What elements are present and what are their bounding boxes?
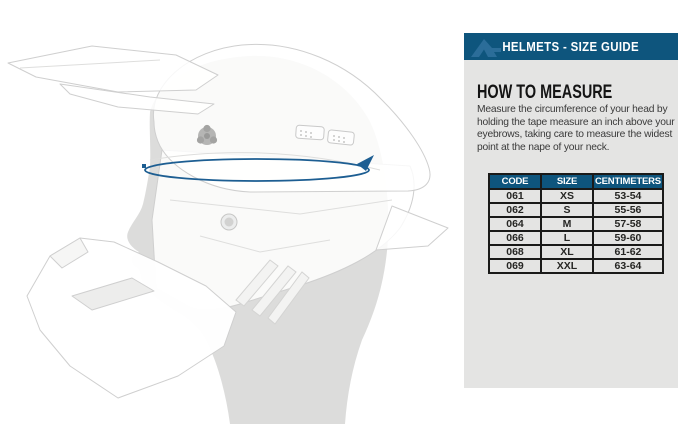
- size-table-header: [489, 174, 663, 189]
- col-header-code: CODE: [489, 174, 541, 189]
- cell-centimeters: 59-60: [593, 231, 663, 245]
- cell-code: 064: [489, 217, 541, 231]
- cell-centimeters: 61-62: [593, 245, 663, 259]
- cell-size: XXL: [541, 259, 593, 273]
- cell-centimeters: 53-54: [593, 189, 663, 203]
- size-table-row: [489, 217, 663, 231]
- size-table-row: [489, 231, 663, 245]
- cell-centimeters: 63-64: [593, 259, 663, 273]
- panel-title: HELMETS - SIZE GUIDE: [502, 39, 640, 54]
- cell-code: 061: [489, 189, 541, 203]
- how-to-measure-heading: HOW TO MEASURE: [477, 82, 613, 103]
- cell-size: XS: [541, 189, 593, 203]
- col-header-centimeters: CENTIMETERS: [595, 176, 661, 187]
- cell-size: L: [541, 231, 593, 245]
- size-table-body: [489, 189, 663, 273]
- size-table-row: [489, 203, 663, 217]
- how-to-measure-text: Measure the circumference of your head by holding the tape measure an inch above your eyebrows, taking care to measure the widest point at the nape of your neck.: [477, 104, 675, 153]
- cell-size: S: [541, 203, 593, 217]
- col-header-size: SIZE: [541, 174, 593, 189]
- panel-header-bar: [464, 33, 678, 60]
- size-table-row: [489, 259, 663, 273]
- cell-code: 068: [489, 245, 541, 259]
- cell-size: M: [541, 217, 593, 231]
- size-table-row: [489, 245, 663, 259]
- side-port: [221, 214, 237, 230]
- cell-size: XL: [541, 245, 593, 259]
- acerbis-logo-icon: [469, 36, 503, 58]
- cell-code: 069: [489, 259, 541, 273]
- cell-code: 066: [489, 231, 541, 245]
- size-table-row: [489, 189, 663, 203]
- cell-centimeters: 57-58: [593, 217, 663, 231]
- size-guide-panel: [464, 33, 678, 388]
- cell-code: 062: [489, 203, 541, 217]
- size-table: [488, 173, 664, 274]
- cell-centimeters: 55-56: [593, 203, 663, 217]
